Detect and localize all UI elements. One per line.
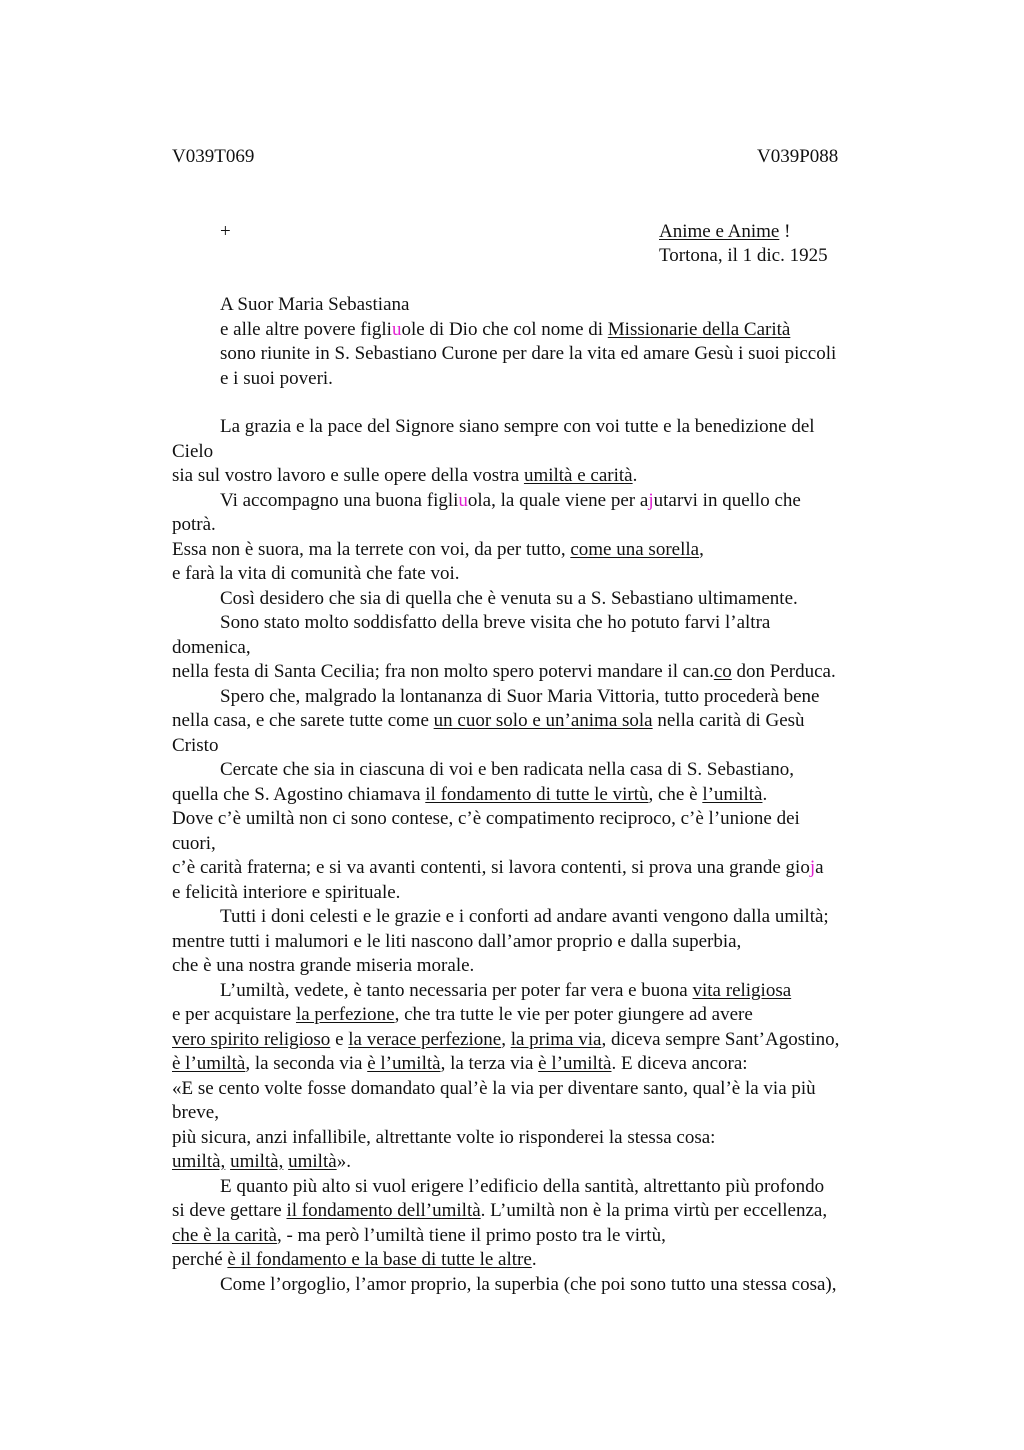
- underlined-text: co: [713, 661, 732, 682]
- underlined-text: la verace perfezione: [348, 1029, 502, 1050]
- body-line: [220, 759, 794, 781]
- text-run: potrà.: [172, 514, 216, 535]
- body-line: [172, 1078, 816, 1100]
- body-line: [172, 1127, 715, 1149]
- text-run: , che è: [648, 784, 703, 805]
- text-run: ola, la quale viene per a: [467, 490, 649, 511]
- body-line: [172, 1102, 219, 1124]
- text-run: e i suoi poveri.: [220, 368, 333, 389]
- text-run: Vi accompagno una buona figli: [220, 490, 459, 511]
- underlined-text: umiltà,: [172, 1151, 226, 1172]
- text-run: Sono stato molto soddisfatto della breve visita che ho potuto farvi l’altra: [220, 612, 771, 633]
- body-line: [172, 1029, 839, 1051]
- highlighted-letter: j: [648, 490, 654, 511]
- body-line: [172, 857, 824, 879]
- body-line: [220, 980, 791, 1002]
- text-run: «E se cento volte fosse domandato qual’è la via per diventare santo, qual’è la via più: [172, 1078, 816, 1099]
- text-run: nella carità di Gesù: [652, 710, 805, 731]
- text-run: e alle altre povere figli: [220, 319, 392, 340]
- text-run: più sicura, anzi infallibile, altrettante volte io risponderei la stessa cosa:: [172, 1127, 716, 1148]
- body-line: [172, 661, 836, 683]
- text-run: Come l’orgoglio, l’amor proprio, la superbia (che poi sono tutto una stessa cosa),: [220, 1274, 837, 1295]
- text-run: e: [330, 1029, 349, 1050]
- underlined-text: il fondamento dell’umiltà: [286, 1200, 481, 1221]
- doc-code-left: V039T069: [172, 146, 255, 167]
- body-line: [220, 612, 770, 634]
- body-line: [220, 490, 801, 512]
- body-line: [172, 955, 474, 977]
- highlighted-letter: u: [391, 319, 402, 340]
- body-line: [220, 686, 819, 708]
- body-line: [172, 514, 216, 536]
- text-run: breve,: [172, 1102, 219, 1123]
- letter-title: [659, 221, 790, 243]
- body-line: [220, 588, 798, 610]
- underlined-text: Missionarie della Carità: [607, 319, 791, 340]
- text-run: sono riunite in S. Sebastiano Curone per dare la vita ed amare Gesù i suoi piccoli: [220, 343, 837, 364]
- body-line: [172, 833, 216, 855]
- letter-title-punct: !: [779, 221, 791, 242]
- body-line: [220, 343, 836, 365]
- doc-code-right: V039P088: [757, 146, 839, 167]
- text-run: e per acquistare: [172, 1004, 296, 1025]
- text-run: che è una nostra grande miseria morale.: [172, 955, 475, 976]
- letter-title-text: Anime e Anime: [659, 221, 780, 242]
- body-line: [172, 539, 704, 561]
- body-line: [172, 1249, 537, 1271]
- text-run: a: [815, 857, 824, 878]
- body-line: [172, 441, 213, 463]
- body-line: [220, 368, 333, 390]
- text-run: Spero che, malgrado la lontananza di Suor Maria Vittoria, tutto procederà bene: [220, 686, 820, 707]
- body-line: [172, 1200, 827, 1222]
- text-run: quella che S. Agostino chiamava: [172, 784, 426, 805]
- text-run: .: [762, 784, 768, 805]
- body-line: [172, 637, 251, 659]
- text-run: utarvi in quello che: [653, 490, 801, 511]
- underlined-text: umiltà: [288, 1151, 337, 1172]
- text-run: Cercate che sia in ciascuna di voi e ben radicata nella casa di S. Sebastiano,: [220, 759, 794, 780]
- text-run: , - ma però l’umiltà tiene il primo posto tra le virtù,: [276, 1225, 666, 1246]
- text-run: c’è carità fraterna; e si va avanti contenti, si lavora contenti, si prova una grande gio: [172, 857, 810, 878]
- body-line: [172, 710, 805, 732]
- underlined-text: vero spirito religioso: [172, 1029, 331, 1050]
- body-line: [172, 931, 741, 953]
- text-run: . E diceva ancora:: [611, 1053, 748, 1074]
- underlined-text: è l’umiltà: [172, 1053, 246, 1074]
- body-line: [220, 1274, 837, 1296]
- body-line: [220, 416, 815, 438]
- body-line: [172, 882, 400, 904]
- cross-mark: +: [220, 221, 231, 242]
- text-run: Cristo: [172, 735, 219, 756]
- underlined-text: l’umiltà: [702, 784, 763, 805]
- text-run: L’umiltà, vedete, è tanto necessaria per poter far vera e buona: [220, 980, 693, 1001]
- text-run: Essa non è suora, ma la terrete con voi, da per tutto,: [172, 539, 571, 560]
- body-line: [220, 319, 790, 341]
- body-line: [220, 294, 409, 316]
- text-run: .: [531, 1249, 537, 1270]
- body-line: [172, 1151, 351, 1173]
- underlined-text: la prima via: [510, 1029, 602, 1050]
- text-run: . L’umiltà non è la prima virtù per eccellenza,: [480, 1200, 828, 1221]
- underlined-text: è l’umiltà: [538, 1053, 612, 1074]
- highlighted-letter: j: [809, 857, 816, 878]
- body-line: [172, 1053, 748, 1075]
- body-line: [172, 735, 218, 757]
- text-run: nella festa di Santa Cecilia; fra non molto spero potervi mandare il can.: [172, 661, 714, 682]
- place-date: Tortona, il 1 dic. 1925: [659, 245, 828, 266]
- underlined-text: vita religiosa: [692, 980, 792, 1001]
- body-line: [172, 784, 767, 806]
- text-run: perché: [172, 1249, 228, 1270]
- text-run: mentre tutti i malumori e le liti nascono dall’amor proprio e dalla superbia,: [172, 931, 742, 952]
- body-line: [220, 1176, 824, 1198]
- text-run: si deve gettare: [172, 1200, 287, 1221]
- text-run: , diceva sempre Sant’Agostino,: [601, 1029, 840, 1050]
- body-line: [172, 465, 637, 487]
- text-run: ,: [699, 539, 704, 560]
- body-line: [220, 906, 829, 928]
- text-run: , la seconda via: [245, 1053, 368, 1074]
- text-run: e farà la vita di comunità che fate voi.: [172, 563, 460, 584]
- underlined-text: che è la carità: [172, 1225, 277, 1246]
- text-run: cuori,: [172, 833, 216, 854]
- text-run: Dove c’è umiltà non ci sono contese, c’è compatimento reciproco, c’è l’unione dei: [172, 808, 800, 829]
- underlined-text: come una sorella: [570, 539, 700, 560]
- text-run: Tutti i doni celesti e le grazie e i conforti ad andare avanti vengono dalla umiltà;: [220, 906, 829, 927]
- underlined-text: un cuor solo e un’anima sola: [433, 710, 653, 731]
- body-line: [172, 1004, 753, 1026]
- underlined-text: è l’umiltà: [367, 1053, 441, 1074]
- text-run: , che tra tutte le vie per poter giungere ad avere: [394, 1004, 753, 1025]
- underlined-text: è il fondamento e la base di tutte le altre: [227, 1249, 532, 1270]
- underlined-text: umiltà,: [230, 1151, 284, 1172]
- underlined-text: la perfezione: [295, 1004, 395, 1025]
- text-run: La grazia e la pace del Signore siano sempre con voi tutte e la benedizione del: [220, 416, 815, 437]
- text-run: domenica,: [172, 637, 251, 658]
- text-run: A Suor Maria Sebastiana: [220, 294, 410, 315]
- text-run: Così desidero che sia di quella che è venuta su a S. Sebastiano ultimamente.: [220, 588, 798, 609]
- text-run: ,: [501, 1029, 511, 1050]
- body-line: [172, 1225, 666, 1247]
- text-run: ole di Dio che col nome di: [401, 319, 608, 340]
- text-run: don Perduca.: [731, 661, 836, 682]
- text-run: , la terza via: [440, 1053, 539, 1074]
- text-run: ».: [336, 1151, 351, 1172]
- text-run: E quanto più alto si vuol erigere l’edificio della santità, altrettanto più profondo: [220, 1176, 825, 1197]
- text-run: Cielo: [172, 441, 214, 462]
- body-line: [172, 563, 460, 585]
- text-run: e felicità interiore e spirituale.: [172, 882, 401, 903]
- highlighted-letter: u: [458, 490, 468, 511]
- underlined-text: umiltà e carità: [523, 465, 633, 486]
- text-run: .: [632, 465, 638, 486]
- body-line: [172, 808, 800, 830]
- underlined-text: il fondamento di tutte le virtù: [425, 784, 649, 805]
- text-run: nella casa, e che sarete tutte come: [172, 710, 434, 731]
- text-run: sia sul vostro lavoro e sulle opere della vostra: [172, 465, 524, 486]
